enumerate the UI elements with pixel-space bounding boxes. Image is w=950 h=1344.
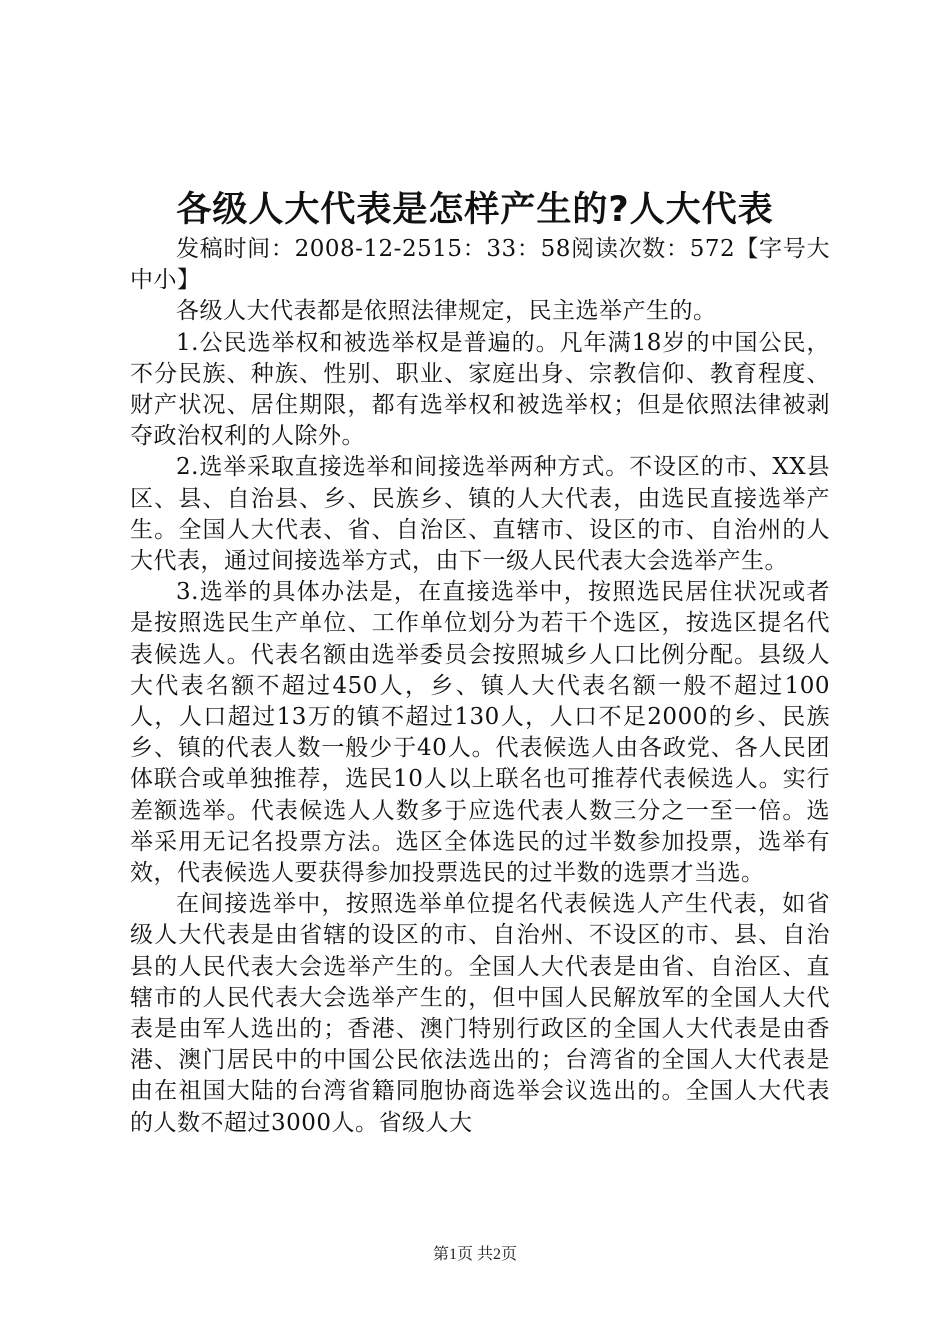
paragraph-2: 2.选举采取直接选举和间接选举两种方式。不设区的市、XX县区、县、自治县、乡、民族乡、镇的人大代表，由选民直接选举产生。全国人大代表、省、自治区、直辖市、设区的市、自治州的人大代表，通过间接选举方式，由下一级人民代表大会选举产生。 — [130, 454, 830, 575]
page-number: 第1页 共2页 — [432, 1246, 517, 1263]
meta-line: 发稿时间：2008-12-2515：33：58阅读次数：572【字号大中小】 — [130, 236, 830, 294]
document-body — [130, 234, 830, 1139]
paragraph-indirect-election: 在间接选举中，按照选举单位提名代表候选人产生代表，如省级人大代表是由省辖的设区的市、自治州、不设区的市、县、自治县的人民代表大会选举产生的。全国人大代表是由省、自治区、直辖市的人民代表大会选举产生的，但中国人民解放军的全国人大代表是由军人选出的；香港、澳门特别行政区的全国人大代表是由香港、澳门居民中的中国公民依法选出的；台湾省的全国人大代表是由在祖国大陆的台湾省籍同胞协商选举会议选出的。全国人大代表的人数不超过3000人。省级人大 — [130, 891, 830, 1136]
paragraph-intro: 各级人大代表都是依照法律规定，民主选举产生的。 — [176, 298, 717, 325]
paragraph-3: 3.选举的具体办法是，在直接选举中，按照选民居住状况或者是按照选民生产单位、工作单位划分为若干个选区，按选区提名代表候选人。代表名额由选举委员会按照城乡人口比例分配。县级人大代表名额不超过450人，乡、镇人大代表名额一般不超过100人，人口超过13万的镇不超过130人，人口不足2000的乡、民族乡、镇的代表人数一般少于40人。代表候选人由各政党、各人民团体联合或单独推荐，选民10人以上联名也可推荐代表候选人。实行差额选举。代表候选人人数多于应选代表人数三分之一至一倍。选举采用无记名投票方法。选区全体选民的过半数参加投票，选举有效，代表候选人要获得参加投票选民的过半数的选票才当选。 — [130, 579, 830, 887]
document-title: 各级人大代表是怎样产生的?人大代表 — [176, 190, 774, 230]
paragraph-1: 1.公民选举权和被选举权是普遍的。凡年满18岁的中国公民，不分民族、种族、性别、职业、家庭出身、宗教信仰、教育程度、财产状况、居住期限，都有选举权和被选举权；但是依照法律被剥夺政治权利的人除外。 — [130, 329, 830, 450]
